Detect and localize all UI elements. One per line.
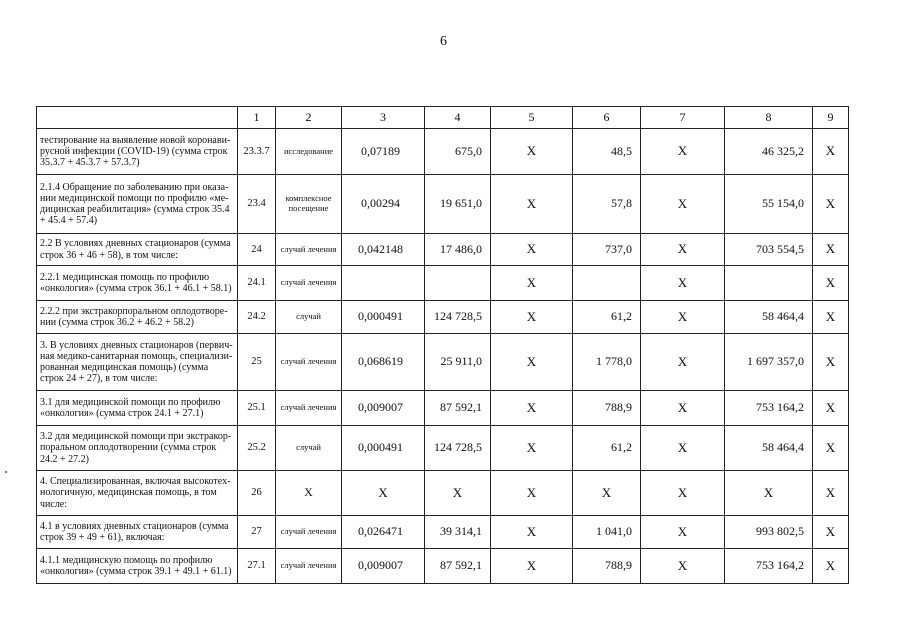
row-x-mark: X bbox=[491, 129, 573, 175]
row-code: 24.1 bbox=[238, 266, 276, 301]
row-value: 61,2 bbox=[573, 426, 641, 471]
row-value: 0,068619 bbox=[342, 334, 425, 391]
table-row bbox=[37, 175, 849, 234]
page-number: 6 bbox=[440, 34, 447, 49]
row-value: 87 592,1 bbox=[425, 391, 491, 426]
row-value: 25 911,0 bbox=[425, 334, 491, 391]
row-value: 0,042148 bbox=[342, 234, 425, 266]
row-unit: исследование bbox=[276, 129, 342, 175]
header-cell: 5 bbox=[491, 107, 573, 129]
data-table bbox=[36, 106, 849, 584]
row-value: 675,0 bbox=[425, 129, 491, 175]
row-x-mark: X bbox=[491, 391, 573, 426]
row-value: 753 164,2 bbox=[725, 391, 813, 426]
header-cell: 6 bbox=[573, 107, 641, 129]
row-x-mark: X bbox=[641, 266, 725, 301]
row-x-mark: X bbox=[813, 301, 849, 334]
table-row bbox=[37, 234, 849, 266]
row-unit: случай лечения bbox=[276, 266, 342, 301]
row-x-mark: X bbox=[491, 334, 573, 391]
row-value: 48,5 bbox=[573, 129, 641, 175]
row-value: 0,026471 bbox=[342, 516, 425, 549]
row-x-mark: X bbox=[573, 471, 641, 516]
row-x-mark: X bbox=[641, 234, 725, 266]
row-code: 26 bbox=[238, 471, 276, 516]
row-description: 4.1.1 медицинскую помощь по профилю «онкология» (сумма строк 39.1 + 49.1 + 61.1) bbox=[37, 549, 238, 584]
row-description: 2.2 В условиях дневных стационаров (сумма строк 36 + 46 + 58), в том числе: bbox=[37, 234, 238, 266]
row-value: 55 154,0 bbox=[725, 175, 813, 234]
row-x-mark: X bbox=[813, 549, 849, 584]
row-x-mark: X bbox=[641, 301, 725, 334]
table-row bbox=[37, 334, 849, 391]
row-code: 27 bbox=[238, 516, 276, 549]
row-value: 57,8 bbox=[573, 175, 641, 234]
row-code: 24 bbox=[238, 234, 276, 266]
table-row bbox=[37, 549, 849, 584]
row-x-mark: X bbox=[491, 426, 573, 471]
row-x-mark: X bbox=[813, 129, 849, 175]
row-x-mark: X bbox=[813, 471, 849, 516]
row-unit: случай лечения bbox=[276, 516, 342, 549]
row-value: 1 778,0 bbox=[573, 334, 641, 391]
row-x-mark: X bbox=[641, 471, 725, 516]
row-value: 39 314,1 bbox=[425, 516, 491, 549]
row-x-mark: X bbox=[641, 334, 725, 391]
row-description: 2.2.1 медицинская помощь по профилю «онкология» (сумма строк 36.1 + 46.1 + 58.1) bbox=[37, 266, 238, 301]
row-value: 788,9 bbox=[573, 549, 641, 584]
row-x-mark: X bbox=[641, 175, 725, 234]
row-x-mark: X bbox=[813, 175, 849, 234]
row-description: 2.2.2 при экстракорпоральном оплодотворе-нии (сумма строк 36.2 + 46.2 + 58.2) bbox=[37, 301, 238, 334]
row-x-mark: X bbox=[491, 549, 573, 584]
row-description: 4. Специализированная, включая высокотех-нологичную, медицинская помощь, в том числе: bbox=[37, 471, 238, 516]
row-x-mark: X bbox=[641, 549, 725, 584]
row-unit: случай лечения bbox=[276, 391, 342, 426]
row-value: 753 164,2 bbox=[725, 549, 813, 584]
row-value: 1 041,0 bbox=[573, 516, 641, 549]
row-value: 0,000491 bbox=[342, 301, 425, 334]
row-value bbox=[725, 266, 813, 301]
table-row bbox=[37, 516, 849, 549]
row-value: 0,000491 bbox=[342, 426, 425, 471]
table-row bbox=[37, 426, 849, 471]
row-description: тестирование на выявление новой коронави-русной инфекции (COVID-19) (сумма строк 35.3.7 + 45.3.7 + 57.3.7) bbox=[37, 129, 238, 175]
row-code: 25.1 bbox=[238, 391, 276, 426]
row-value: 19 651,0 bbox=[425, 175, 491, 234]
table-row bbox=[37, 471, 849, 516]
row-code: 23.3.7 bbox=[238, 129, 276, 175]
row-x-mark: X bbox=[491, 175, 573, 234]
row-x-mark: X bbox=[813, 334, 849, 391]
row-value: 1 697 357,0 bbox=[725, 334, 813, 391]
table-row bbox=[37, 391, 849, 426]
row-x-mark: X bbox=[641, 129, 725, 175]
row-x-mark: X bbox=[813, 266, 849, 301]
row-x-mark: X bbox=[813, 516, 849, 549]
row-x-mark: X bbox=[491, 266, 573, 301]
header-row bbox=[37, 107, 849, 129]
row-unit: случай лечения bbox=[276, 549, 342, 584]
row-x-mark: X bbox=[813, 426, 849, 471]
row-x-mark: X bbox=[491, 471, 573, 516]
row-value: 58 464,4 bbox=[725, 426, 813, 471]
row-value bbox=[573, 266, 641, 301]
row-unit: случай лечения bbox=[276, 334, 342, 391]
header-cell: 9 bbox=[813, 107, 849, 129]
row-x-mark: X bbox=[641, 516, 725, 549]
row-value: 46 325,2 bbox=[725, 129, 813, 175]
row-unit: случай bbox=[276, 301, 342, 334]
row-x-mark: X bbox=[342, 471, 425, 516]
row-unit: комплексное посещение bbox=[276, 175, 342, 234]
row-x-mark: X bbox=[641, 426, 725, 471]
header-cell: 3 bbox=[342, 107, 425, 129]
row-value: 124 728,5 bbox=[425, 426, 491, 471]
row-value: 87 592,1 bbox=[425, 549, 491, 584]
row-description: 4.1 в условиях дневных стационаров (сумма строк 39 + 49 + 61), включая: bbox=[37, 516, 238, 549]
row-description: 3.2 для медицинской помощи при экстракор-поральном оплодотворении (сумма строк 24.2 + 27.2) bbox=[37, 426, 238, 471]
row-x-mark: X bbox=[813, 234, 849, 266]
header-cell: 1 bbox=[238, 107, 276, 129]
row-code: 27.1 bbox=[238, 549, 276, 584]
row-value: 0,00294 bbox=[342, 175, 425, 234]
header-cell: 4 bbox=[425, 107, 491, 129]
header-cell: 2 bbox=[276, 107, 342, 129]
row-value: 737,0 bbox=[573, 234, 641, 266]
row-x-mark: X bbox=[425, 471, 491, 516]
row-x-mark: X bbox=[491, 234, 573, 266]
row-value: 0,009007 bbox=[342, 391, 425, 426]
row-x-mark: X bbox=[491, 301, 573, 334]
row-x-mark: X bbox=[725, 471, 813, 516]
row-code: 25.2 bbox=[238, 426, 276, 471]
row-code: 24.2 bbox=[238, 301, 276, 334]
row-value: 0,07189 bbox=[342, 129, 425, 175]
row-x-mark: X bbox=[641, 391, 725, 426]
table-row bbox=[37, 301, 849, 334]
row-value: 993 802,5 bbox=[725, 516, 813, 549]
row-code: 23.4 bbox=[238, 175, 276, 234]
row-value: 703 554,5 bbox=[725, 234, 813, 266]
row-value: 0,009007 bbox=[342, 549, 425, 584]
row-value: 788,9 bbox=[573, 391, 641, 426]
row-x-mark: X bbox=[813, 391, 849, 426]
table-row bbox=[37, 129, 849, 175]
row-unit: случай bbox=[276, 426, 342, 471]
row-x-mark: X bbox=[276, 471, 342, 516]
row-description: 3.1 для медицинской помощи по профилю «онкология» (сумма строк 24.1 + 27.1) bbox=[37, 391, 238, 426]
header-cell-empty bbox=[37, 107, 238, 129]
row-value: 61,2 bbox=[573, 301, 641, 334]
row-value: 58 464,4 bbox=[725, 301, 813, 334]
row-x-mark: X bbox=[491, 516, 573, 549]
row-value: 17 486,0 bbox=[425, 234, 491, 266]
row-value bbox=[425, 266, 491, 301]
row-value bbox=[342, 266, 425, 301]
header-cell: 8 bbox=[725, 107, 813, 129]
row-description: 3. В условиях дневных стационаров (первич-ная медико-санитарная помощь, специализи-рованная медицинская помощь) (сумма строк 24 + 27), в том числе: bbox=[37, 334, 238, 391]
scan-speck bbox=[5, 471, 7, 473]
table-row bbox=[37, 266, 849, 301]
row-value: 124 728,5 bbox=[425, 301, 491, 334]
row-code: 25 bbox=[238, 334, 276, 391]
row-description: 2.1.4 Обращение по заболеванию при оказа-нии медицинской помощи по профилю «ме-дицинская реабилитация» (сумма строк 35.4 + 45.4 + 57.4) bbox=[37, 175, 238, 234]
row-unit: случай лечения bbox=[276, 234, 342, 266]
header-cell: 7 bbox=[641, 107, 725, 129]
